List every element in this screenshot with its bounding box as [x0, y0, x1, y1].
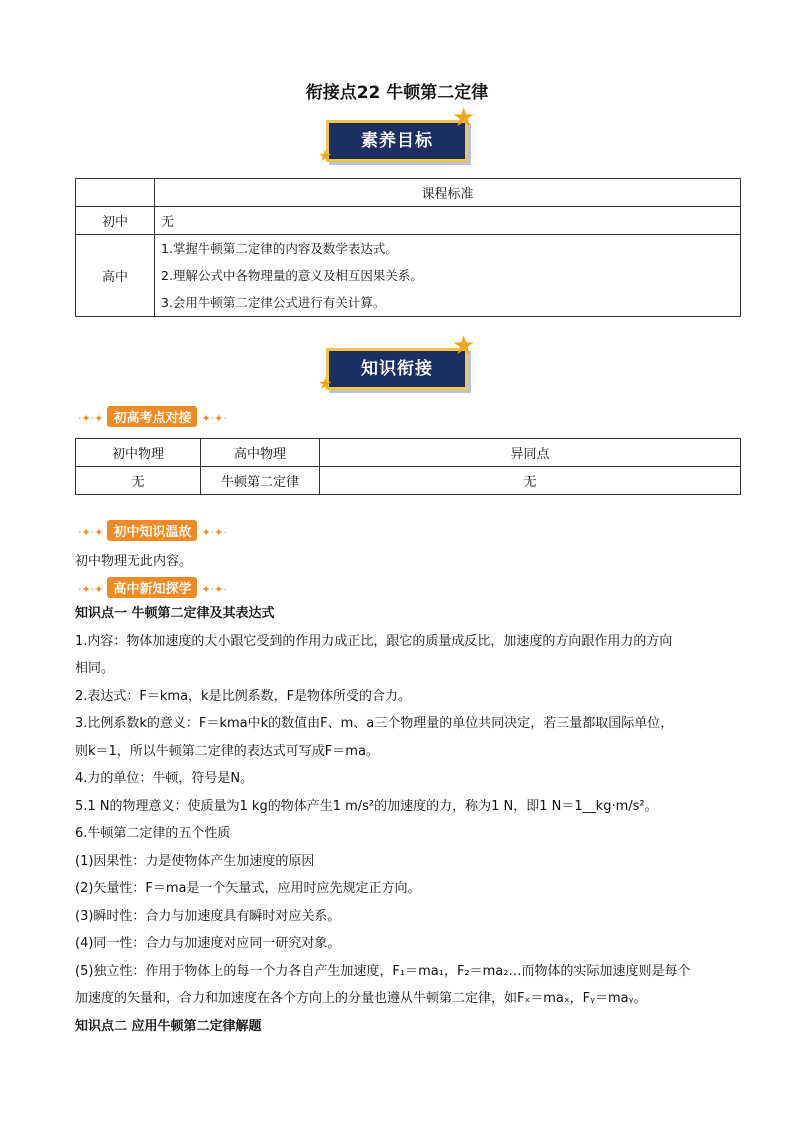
table-cell: 牛顿第二定律: [201, 467, 320, 495]
text-line: (4)同一性：合力与加速度对应同一研究对象。: [75, 936, 341, 951]
text-line: (1)因果性：力是使物体产生加速度的原因: [75, 853, 315, 869]
body-text: [75, 600, 720, 1040]
star-icon: ★: [452, 331, 476, 361]
text-line: 2.表达式：F＝kma，k是比例系数，F是物体所受的合力。: [75, 688, 412, 704]
text-line: (5)独立性：作用于物体上的每一个力各自产生加速度，F₁＝ma₁，F₂＝ma₂…而物体的实际加速度则是每个: [75, 963, 691, 979]
star-icon: ★: [452, 103, 476, 133]
knowledge-point-heading: 知识点二 应用牛顿第二定律解题: [75, 1018, 262, 1034]
table-cell: 无: [76, 467, 201, 495]
section-heading: [78, 520, 227, 542]
sparkle-icon: ✦·✦·: [201, 526, 227, 539]
row-label-junior: 初中: [76, 207, 155, 235]
sparkle-icon: ·✦·✦: [78, 583, 104, 596]
text-line: 加速度的矢量和，合力和加速度在各个方向上的分量也遵从牛顿第二定律，如Fₓ＝maₓ，Fᵧ＝maᵧ。: [75, 991, 647, 1006]
table-cell: 无: [320, 467, 741, 495]
banner-label: 知识衔接: [361, 359, 433, 379]
sparkle-icon: ✦·✦·: [201, 412, 227, 425]
row-value-junior: 无: [155, 207, 741, 235]
section-heading: [78, 406, 227, 428]
sparkle-icon: ·✦·✦: [78, 526, 104, 539]
section-label: 高中新知探学: [107, 577, 197, 598]
section-text: 初中物理无此内容。: [75, 554, 193, 569]
star-icon: ★: [318, 374, 333, 393]
list-item: 2.理解公式中各物理量的意义及相互因果关系。: [161, 268, 423, 283]
list-item: 1.掌握牛顿第二定律的内容及数学表达式。: [161, 241, 398, 256]
text-line: (3)瞬时性：合力与加速度具有瞬时对应关系。: [75, 908, 341, 924]
sparkle-icon: ✦·✦·: [201, 583, 227, 596]
table-header: 课程标准: [155, 179, 741, 207]
text-line: (2)矢量性：F＝ma是一个矢量式，应用时应先规定正方向。: [75, 881, 421, 896]
table-header: 初中物理: [76, 439, 201, 467]
empty-cell: [76, 179, 155, 207]
banner-label: 素养目标: [361, 131, 433, 151]
page-title: 衔接点22 牛顿第二定律: [305, 83, 489, 103]
banner-literacy-goals: [318, 103, 476, 165]
text-line: 3.比例系数k的意义：F＝kma中k的数值由F、m、a三个物理量的单位共同决定，若三量都取国际单位，: [75, 716, 674, 731]
comparison-table: [75, 438, 741, 495]
text-line: 4.力的单位：牛顿，符号是N。: [75, 771, 254, 786]
section-label: 初高考点对接: [107, 406, 197, 427]
row-label-senior: 高中: [76, 235, 155, 317]
sparkle-icon: ·✦·✦: [78, 412, 104, 425]
section-heading: [78, 577, 227, 599]
table-header: 高中物理: [201, 439, 320, 467]
text-line: 则k＝1，所以牛顿第二定律的表达式可写成F＝ma。: [75, 743, 379, 759]
text-line: 相同。: [75, 661, 115, 676]
curriculum-table: [75, 178, 741, 317]
row-value-senior: [155, 235, 741, 317]
star-icon: ★: [318, 146, 333, 165]
banner-knowledge-link: [318, 331, 476, 393]
section-label: 初中知识温故: [107, 520, 197, 541]
text-line: 6.牛顿第二定律的五个性质: [75, 826, 231, 841]
text-line: 5.1 N的物理意义：使质量为1 kg的物体产生1 m/s²的加速度的力，称为1 N，即1 N＝1__kg·m/s²。: [75, 798, 658, 814]
table-header: 异同点: [320, 439, 741, 467]
text-line: 1.内容：物体加速度的大小跟它受到的作用力成正比，跟它的质量成反比，加速度的方向跟作用力的方向: [75, 633, 673, 649]
knowledge-point-heading: 知识点一 牛顿第二定律及其表达式: [75, 606, 275, 621]
list-item: 3.会用牛顿第二定律公式进行有关计算。: [161, 295, 386, 310]
